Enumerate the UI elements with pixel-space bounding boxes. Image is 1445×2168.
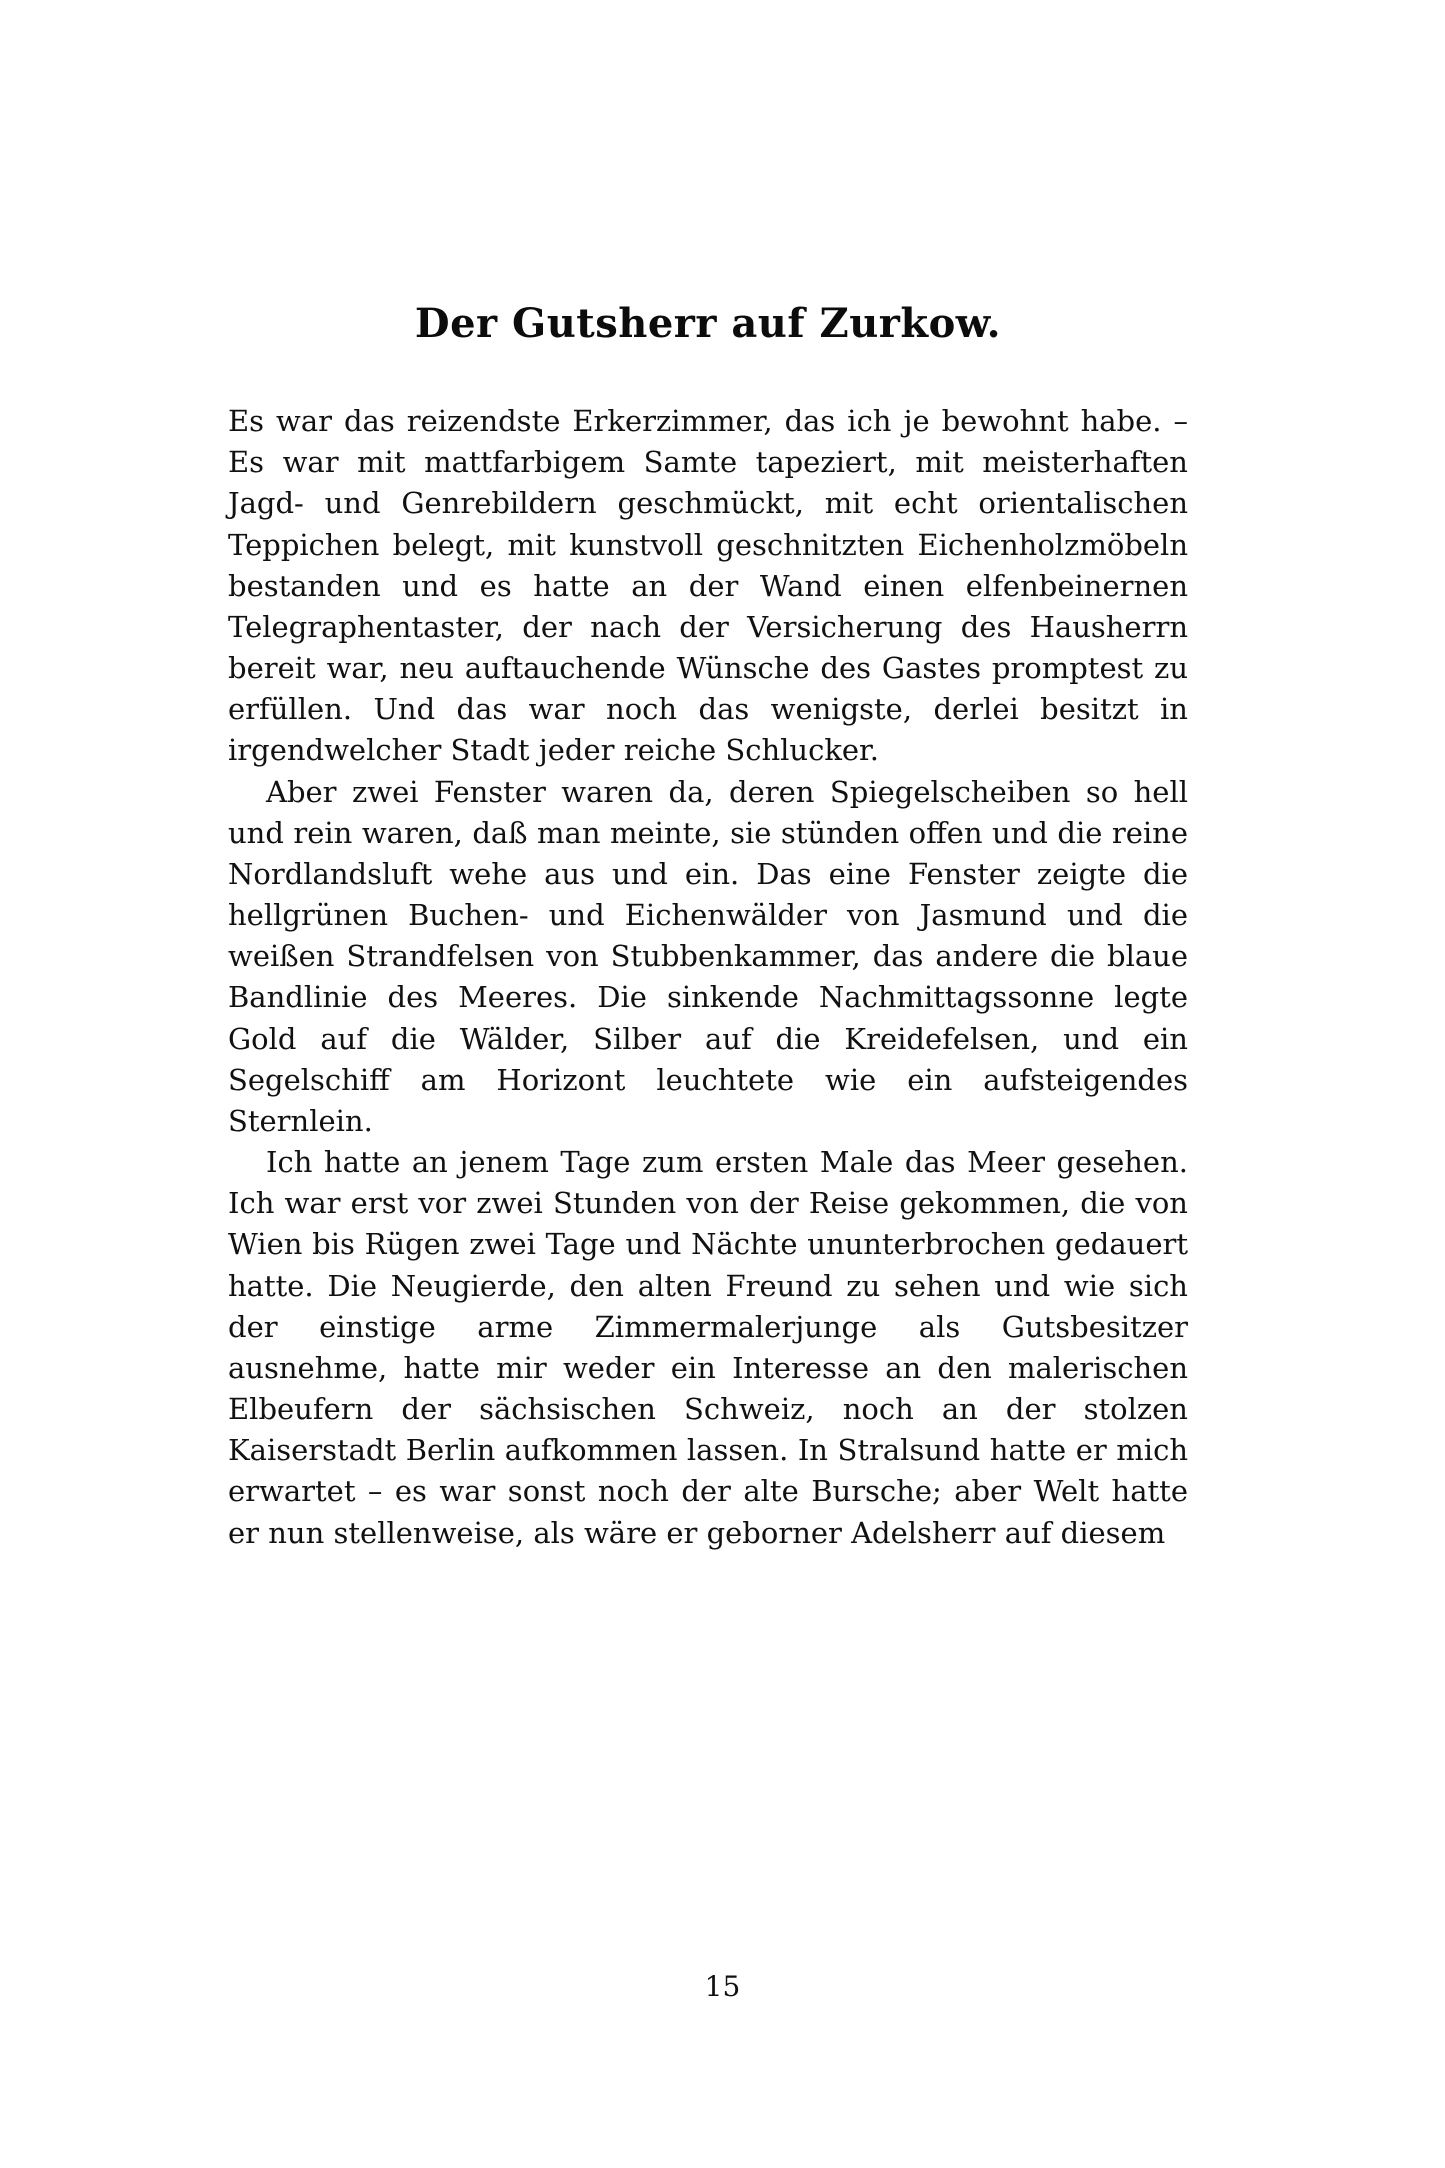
chapter-title: Der Gutsherr auf Zurkow.	[414, 300, 1002, 347]
paragraph-1: Es war das reizendste Erkerzimmer, das ich je bewohnt habe. – Es war mit mattfarbigem Samte tapeziert, mit meisterhaften Jagd- und Genrebildern geschmückt, mit echt orientalischen Teppichen belegt, mit kunstvoll geschnitzten Eichenholzmöbeln bestanden und es hatte an der Wand einen elfenbeinernen Telegraphentaster, der nach der Versicherung des Hausherrn bereit war, neu auftauchende Wünsche des Gastes promptest zu erfüllen. Und das war noch das wenigste, derlei besitzt in irgendwelcher Stadt jeder reiche Schlucker.	[228, 404, 1188, 768]
page-content	[228, 300, 1188, 1554]
paragraph-2: Aber zwei Fenster waren da, deren Spiegelscheiben so hell und rein waren, daß man meinte, sie stünden offen und die reine Nordlandsluft wehe aus und ein. Das eine Fenster zeigte die hellgrünen Buchen- und Eichenwälder von Jasmund und die weißen Strandfelsen von Stubbenkammer, das andere die blaue Bandlinie des Meeres. Die sinkende Nachmittagssonne legte Gold auf die Wälder, Silber auf die Kreidefelsen, und ein Segelschiff am Horizont leuchtete wie ein aufsteigendes Sternlein.	[228, 774, 1188, 1138]
page-number: 15	[704, 1970, 741, 2003]
paragraph-3: Ich hatte an jenem Tage zum ersten Male das Meer gesehen. Ich war erst vor zwei Stunden von der Reise gekommen, die von Wien bis Rügen zwei Tage und Nächte ununterbrochen gedauert hatte. Die Neugierde, den alten Freund zu sehen und wie sich der einstige arme Zimmermalerjunge als Gutsbesitzer ausnehme, hatte mir weder ein Interesse an den malerischen Elbeufern der sächsischen Schweiz, noch an der stolzen Kaiserstadt Berlin aufkommen lassen. In Stralsund hatte er mich erwartet – es war sonst noch der alte Bursche; aber Welt hatte er nun stellenweise, als wäre er geborner Adelsherr auf diesem	[228, 1145, 1188, 1550]
